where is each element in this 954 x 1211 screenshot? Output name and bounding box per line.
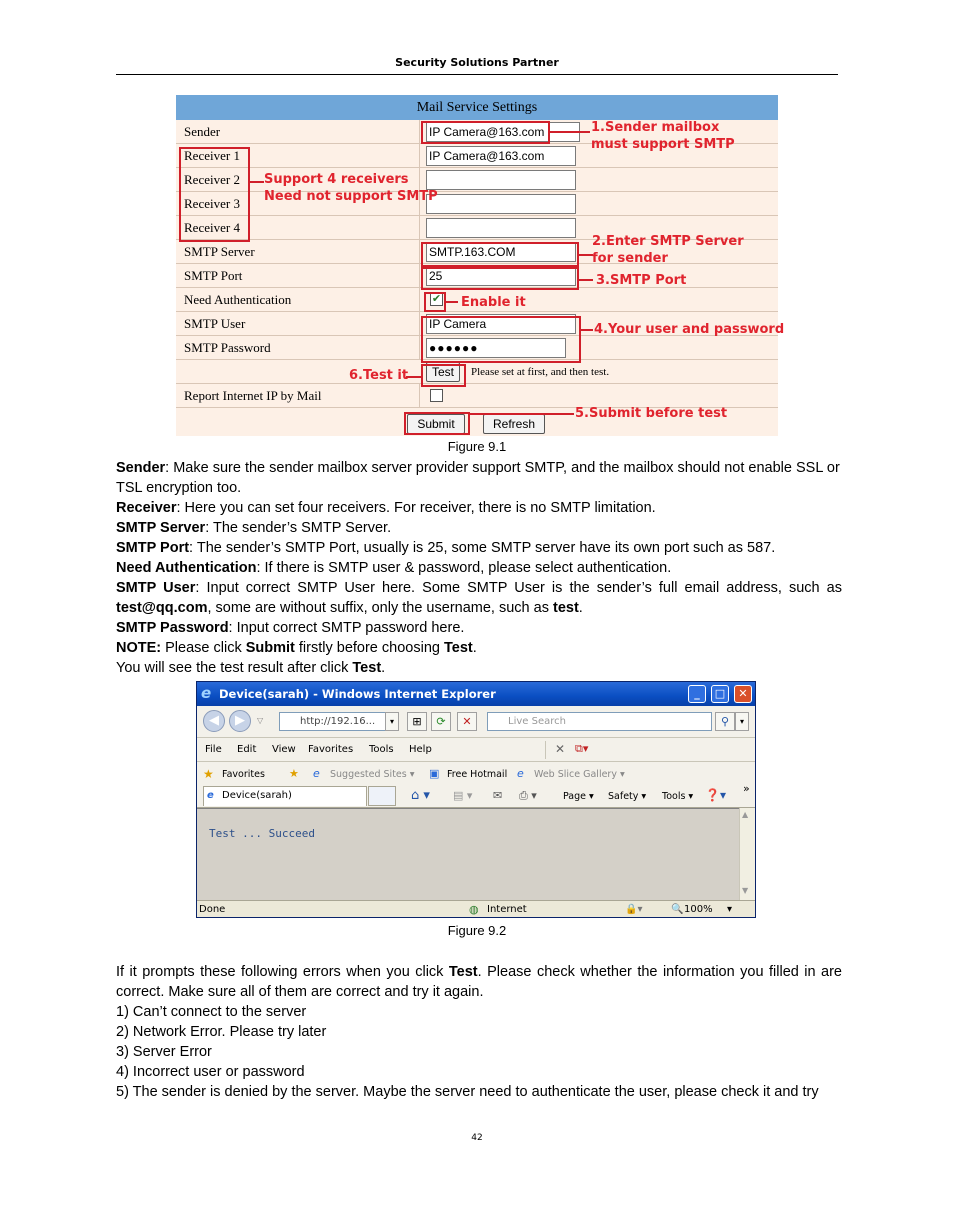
submit-button[interactable]: Submit — [407, 414, 465, 434]
menu-favorites[interactable]: Favorites — [308, 744, 354, 755]
maximize-icon[interactable]: □ — [711, 685, 729, 703]
address-dropdown-icon[interactable]: ▾ — [385, 712, 399, 731]
error-item: 5) The sender is denied by the server. Maybe the server need to authenticate the user, please check it and try — [116, 1084, 819, 1100]
paragraph-see-result: You will see the test result after click Test. — [116, 660, 386, 676]
annotation-box-sender — [421, 121, 550, 144]
error-item: 1) Can’t connect to the server — [116, 1004, 307, 1020]
minimize-icon[interactable]: _ — [688, 685, 706, 703]
ie-window-figure — [196, 681, 756, 918]
ie-logo-icon: e — [201, 684, 212, 702]
figure-9-1-caption: Figure 9.1 — [447, 439, 507, 454]
paragraph-smtp-password: SMTP Password: Input correct SMTP password here. — [116, 620, 465, 636]
home-icon[interactable]: ⌂ ▾ — [411, 788, 430, 803]
hotmail-icon: ▣ — [429, 767, 440, 780]
annotation-box-test — [421, 364, 466, 387]
zoom-icon[interactable]: 🔍 — [671, 904, 684, 915]
settings-description — [116, 458, 842, 678]
ie-window-title: Device(sarah) - Windows Internet Explorer — [219, 687, 496, 701]
tab-page-icon: e — [207, 790, 214, 801]
smtp-user-input[interactable]: IP Camera — [426, 314, 576, 334]
ie-title-bar — [197, 682, 755, 706]
annotation-receivers: Support 4 receivers Need not support SMTP — [264, 172, 438, 204]
scroll-up-icon[interactable]: ▲ — [742, 810, 749, 819]
receiver-4-input[interactable] — [426, 218, 576, 238]
menu-help[interactable]: Help — [409, 744, 432, 755]
close-toolbar-icon[interactable]: ✕ — [555, 742, 566, 756]
status-zone: Internet — [487, 904, 527, 915]
page-header: Security Solutions Partner — [395, 56, 559, 69]
test-result-message: Test ... Succeed — [209, 827, 315, 840]
mail-icon[interactable]: ✉ — [493, 789, 503, 802]
paragraph: SMTP Server: The sender’s SMTP Server. — [116, 520, 392, 536]
close-icon[interactable]: ✕ — [734, 685, 752, 703]
paragraph-smtp-user: SMTP User: Input correct SMTP User here. Some SMTP User is the sender’s full email address, such as test@qq.com, some are without suffix, only the username, such as test. — [116, 580, 842, 616]
receiver-2-label: Receiver 2 — [184, 172, 240, 187]
annotation-smtp-port: 3.SMTP Port — [596, 273, 687, 288]
ie-favorites-bar — [197, 762, 755, 808]
annotation-smtp-server: 2.Enter SMTP Server for sender — [592, 234, 744, 266]
add-favorite-icon[interactable]: ★ — [289, 767, 299, 780]
protected-mode-icon[interactable]: 🔒▾ — [625, 904, 643, 915]
errors-intro: If it prompts these following errors when you click Test. Please check whether the information you filled in are correct. Make sure all of them are correct and try it again. — [116, 964, 842, 1000]
smtp-port-input[interactable]: 25 — [426, 266, 576, 286]
globe-icon: ◍ — [469, 903, 479, 916]
receiver-3-label: Receiver 3 — [184, 196, 240, 211]
figure-9-2-caption: Figure 9.2 — [447, 923, 507, 938]
menu-tools[interactable]: Tools — [369, 744, 394, 755]
command-tools[interactable]: Tools ▾ — [662, 791, 694, 802]
smtp-server-input[interactable]: SMTP.163.COM — [426, 242, 576, 262]
errors-section — [116, 962, 842, 1102]
mail-service-settings-figure — [176, 95, 785, 436]
header-rule — [116, 74, 838, 75]
ie-scrollbar[interactable] — [739, 808, 755, 900]
smtp-password-input[interactable]: ●●●●●● — [426, 338, 566, 358]
annotation-box-user-password — [421, 316, 581, 363]
error-item: 3) Server Error — [116, 1044, 212, 1060]
paragraph: Sender: Make sure the sender mailbox server provider support SMTP, and the mailbox should not enable SSL or TSL encryption too. — [116, 460, 840, 496]
sender-label: Sender — [184, 124, 221, 139]
receiver-4-label: Receiver 4 — [184, 220, 240, 235]
annotation-user-password: 4.Your user and password — [594, 322, 785, 337]
refresh-icon[interactable]: ⟳ — [431, 712, 451, 731]
error-item: 2) Network Error. Please try later — [116, 1024, 327, 1040]
refresh-button[interactable]: Refresh — [483, 414, 545, 434]
ie-page-icon: e — [313, 767, 320, 780]
error-item: 4) Incorrect user or password — [116, 1064, 305, 1080]
command-page[interactable]: Page ▾ — [563, 791, 594, 802]
new-tab-button[interactable] — [368, 786, 396, 806]
scroll-down-icon[interactable]: ▼ — [742, 886, 749, 895]
fav-link-web-slice[interactable]: Web Slice Gallery ▾ — [534, 769, 625, 780]
annotation-box-submit — [404, 412, 470, 435]
address-input[interactable]: http://192.16... — [279, 712, 399, 731]
ie-menu-bar — [197, 738, 755, 762]
smtp-user-label: SMTP User — [184, 316, 246, 331]
menu-edit[interactable]: Edit — [237, 744, 257, 755]
sender-input[interactable]: IP Camera@163.com — [426, 122, 580, 142]
favorites-button[interactable]: Favorites — [222, 769, 265, 780]
forward-icon[interactable]: ▶ — [229, 710, 251, 732]
mail-settings-title: Mail Service Settings — [176, 95, 778, 120]
page-number: 42 — [471, 1133, 483, 1143]
ie-address-bar — [197, 706, 755, 738]
paragraph: Receiver: Here you can set four receivers. For receiver, there is no SMTP limitation. — [116, 500, 656, 516]
row-test — [176, 360, 778, 384]
zoom-level[interactable]: 100% — [684, 904, 713, 915]
receiver-1-input[interactable]: IP Camera@163.com — [426, 146, 576, 166]
smtp-password-label: SMTP Password — [184, 340, 271, 355]
annotation-sender: 1.Sender mailbox must support SMTP — [591, 120, 735, 152]
test-note: Please set at first, and then test. — [471, 366, 610, 378]
ie-status-bar — [197, 900, 755, 918]
zoom-dropdown-icon[interactable]: ▾ — [727, 904, 733, 915]
history-dropdown-icon[interactable]: ▽ — [257, 716, 264, 725]
ie-content-area — [197, 808, 739, 900]
annotation-box-smtp-server — [421, 242, 579, 267]
annotation-box-receivers — [179, 147, 250, 242]
stop-icon[interactable]: ✕ — [457, 712, 477, 731]
compatibility-icon[interactable]: ⊞ — [407, 712, 427, 731]
receiver-3-input[interactable] — [426, 194, 576, 214]
pdf-icon[interactable]: ⧉▾ — [575, 742, 589, 755]
help-icon[interactable]: ❓▾ — [705, 788, 726, 802]
command-safety[interactable]: Safety ▾ — [608, 791, 647, 802]
feeds-icon[interactable]: ▤ ▾ — [453, 789, 473, 802]
status-done: Done — [199, 904, 226, 915]
annotation-enable: Enable it — [461, 295, 526, 310]
fav-link-suggested[interactable]: Suggested Sites ▾ — [330, 769, 415, 780]
smtp-port-label: SMTP Port — [184, 268, 243, 283]
paragraph: Need Authentication: If there is SMTP user & password, please select authentication. — [116, 560, 672, 576]
paragraph-note: NOTE: Please click Submit firstly before choosing Test. — [116, 640, 477, 656]
print-icon[interactable]: ⎙ ▾ — [519, 789, 537, 802]
report-ip-label: Report Internet IP by Mail — [184, 388, 322, 403]
annotation-test: 6.Test it — [349, 368, 409, 383]
annotation-box-auth — [424, 292, 446, 312]
web-slice-icon: e — [517, 767, 524, 780]
annotation-submit: 5.Submit before test — [575, 406, 728, 421]
ie-tab[interactable] — [203, 786, 367, 806]
need-authentication-checkbox[interactable]: ✔ — [431, 293, 442, 305]
back-icon[interactable]: ◀ — [203, 710, 225, 732]
menu-file[interactable]: File — [205, 744, 222, 755]
search-dropdown-icon[interactable]: ▾ — [735, 712, 749, 731]
need-authentication-label: Need Authentication — [184, 292, 292, 307]
menu-view[interactable]: View — [272, 744, 296, 755]
test-button[interactable]: Test — [426, 362, 460, 382]
report-ip-checkbox[interactable] — [430, 389, 443, 402]
receiver-2-input[interactable] — [426, 170, 576, 190]
annotation-box-smtp-port — [421, 267, 579, 290]
tab-title: Device(sarah) — [222, 790, 292, 801]
paragraph: SMTP Port: The sender’s SMTP Port, usually is 25, some SMTP server have its own port such as 587. — [116, 540, 776, 556]
smtp-server-label: SMTP Server — [184, 244, 255, 259]
receiver-1-label: Receiver 1 — [184, 148, 240, 163]
search-icon[interactable]: ⚲ — [715, 712, 735, 731]
fav-link-hotmail[interactable]: Free Hotmail — [447, 769, 508, 780]
chevron-right-icon[interactable]: » — [743, 782, 750, 795]
favorites-star-icon: ★ — [203, 767, 214, 781]
search-input[interactable]: Live Search — [487, 712, 712, 731]
